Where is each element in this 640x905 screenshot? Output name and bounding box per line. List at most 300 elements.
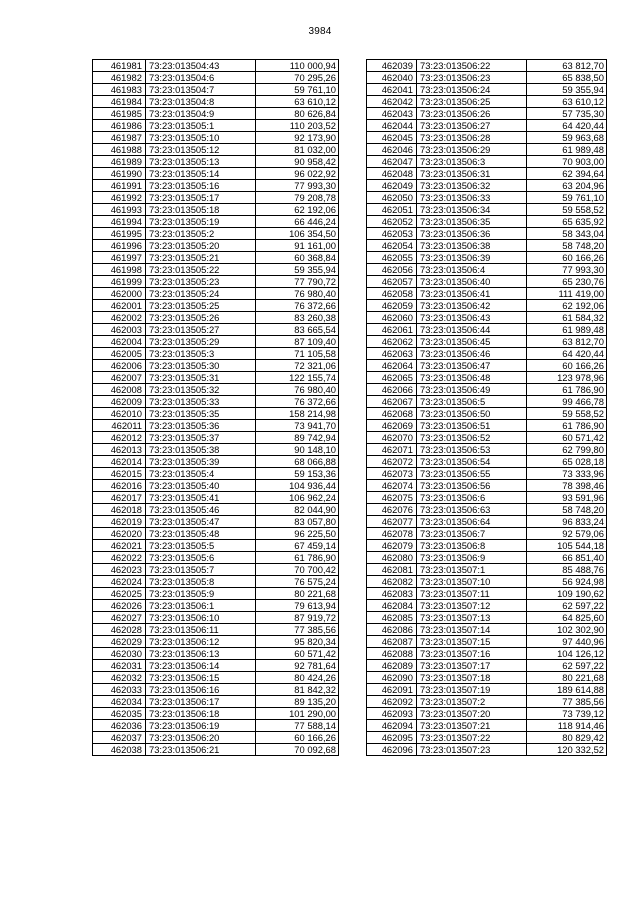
row-number-cell: 462014 xyxy=(93,456,146,468)
value-cell: 92 579,06 xyxy=(527,528,607,540)
value-cell: 80 829,42 xyxy=(527,732,607,744)
value-cell: 62 597,22 xyxy=(527,660,607,672)
value-cell: 72 321,06 xyxy=(256,360,339,372)
value-cell: 92 173,90 xyxy=(256,132,339,144)
value-cell: 83 260,38 xyxy=(256,312,339,324)
table-row xyxy=(93,240,339,252)
cadastral-number-cell: 73:23:013504:8 xyxy=(146,96,256,108)
row-number-cell: 462073 xyxy=(367,468,417,480)
table-row xyxy=(367,420,607,432)
table-row xyxy=(367,108,607,120)
table-row xyxy=(93,480,339,492)
row-number-cell: 461983 xyxy=(93,84,146,96)
table-row xyxy=(367,528,607,540)
row-number-cell: 461994 xyxy=(93,216,146,228)
value-cell: 89 135,20 xyxy=(256,696,339,708)
row-number-cell: 461995 xyxy=(93,228,146,240)
cadastral-number-cell: 73:23:013506:16 xyxy=(146,684,256,696)
value-cell: 62 799,80 xyxy=(527,444,607,456)
cadastral-number-cell: 73:23:013507:12 xyxy=(417,600,527,612)
cadastral-number-cell: 73:23:013506:53 xyxy=(417,444,527,456)
cadastral-number-cell: 73:23:013505:32 xyxy=(146,384,256,396)
row-number-cell: 462081 xyxy=(367,564,417,576)
value-cell: 59 153,36 xyxy=(256,468,339,480)
cadastral-number-cell: 73:23:013507:23 xyxy=(417,744,527,756)
row-number-cell: 462095 xyxy=(367,732,417,744)
value-cell: 90 958,42 xyxy=(256,156,339,168)
value-cell: 105 544,18 xyxy=(527,540,607,552)
table-row xyxy=(93,384,339,396)
table-row xyxy=(367,648,607,660)
cadastral-number-cell: 73:23:013505:14 xyxy=(146,168,256,180)
table-row xyxy=(93,348,339,360)
cadastral-number-cell: 73:23:013505:46 xyxy=(146,504,256,516)
row-number-cell: 462055 xyxy=(367,252,417,264)
table-row xyxy=(367,504,607,516)
row-number-cell: 462042 xyxy=(367,96,417,108)
cadastral-number-cell: 73:23:013507:21 xyxy=(417,720,527,732)
table-row xyxy=(367,264,607,276)
row-number-cell: 461999 xyxy=(93,276,146,288)
table-row xyxy=(367,336,607,348)
cadastral-number-cell: 73:23:013506:18 xyxy=(146,708,256,720)
cadastral-number-cell: 73:23:013505:16 xyxy=(146,180,256,192)
cadastral-number-cell: 73:23:013505:13 xyxy=(146,156,256,168)
value-cell: 111 419,00 xyxy=(527,288,607,300)
value-cell: 79 208,78 xyxy=(256,192,339,204)
row-number-cell: 462040 xyxy=(367,72,417,84)
table-row xyxy=(93,672,339,684)
cadastral-number-cell: 73:23:013506:1 xyxy=(146,600,256,612)
cadastral-number-cell: 73:23:013506:17 xyxy=(146,696,256,708)
table-row xyxy=(93,72,339,84)
value-cell: 80 221,68 xyxy=(256,588,339,600)
cadastral-number-cell: 73:23:013506:64 xyxy=(417,516,527,528)
table-row xyxy=(367,228,607,240)
cadastral-number-cell: 73:23:013505:2 xyxy=(146,228,256,240)
cadastral-number-cell: 73:23:013506:55 xyxy=(417,468,527,480)
row-number-cell: 462077 xyxy=(367,516,417,528)
row-number-cell: 462066 xyxy=(367,384,417,396)
value-cell: 99 466,78 xyxy=(527,396,607,408)
cadastral-number-cell: 73:23:013506:8 xyxy=(417,540,527,552)
row-number-cell: 462061 xyxy=(367,324,417,336)
cadastral-number-cell: 73:23:013506:45 xyxy=(417,336,527,348)
row-number-cell: 462036 xyxy=(93,720,146,732)
table-row xyxy=(93,720,339,732)
cadastral-number-cell: 73:23:013506:54 xyxy=(417,456,527,468)
table-row xyxy=(367,348,607,360)
cadastral-number-cell: 73:23:013504:7 xyxy=(146,84,256,96)
table-row xyxy=(93,420,339,432)
table-row xyxy=(93,360,339,372)
value-cell: 77 993,30 xyxy=(256,180,339,192)
table-row xyxy=(367,360,607,372)
cadastral-number-cell: 73:23:013505:25 xyxy=(146,300,256,312)
cadastral-number-cell: 73:23:013505:19 xyxy=(146,216,256,228)
value-cell: 92 781,64 xyxy=(256,660,339,672)
cadastral-number-cell: 73:23:013505:20 xyxy=(146,240,256,252)
row-number-cell: 462059 xyxy=(367,300,417,312)
row-number-cell: 462071 xyxy=(367,444,417,456)
value-cell: 104 126,12 xyxy=(527,648,607,660)
row-number-cell: 462080 xyxy=(367,552,417,564)
table-row xyxy=(367,588,607,600)
cadastral-number-cell: 73:23:013505:41 xyxy=(146,492,256,504)
table-row xyxy=(93,264,339,276)
row-number-cell: 461997 xyxy=(93,252,146,264)
value-cell: 71 105,58 xyxy=(256,348,339,360)
value-cell: 60 571,42 xyxy=(527,432,607,444)
cadastral-number-cell: 73:23:013506:21 xyxy=(146,744,256,756)
page-number: 3984 xyxy=(308,26,332,37)
value-cell: 77 385,56 xyxy=(256,624,339,636)
cadastral-number-cell: 73:23:013507:14 xyxy=(417,624,527,636)
cadastral-number-cell: 73:23:013505:40 xyxy=(146,480,256,492)
value-cell: 65 028,18 xyxy=(527,456,607,468)
cadastral-number-cell: 73:23:013505:37 xyxy=(146,432,256,444)
cadastral-number-cell: 73:23:013505:29 xyxy=(146,336,256,348)
cadastral-number-cell: 73:23:013506:52 xyxy=(417,432,527,444)
cadastral-number-cell: 73:23:013506:63 xyxy=(417,504,527,516)
table-row xyxy=(93,444,339,456)
table-row xyxy=(93,528,339,540)
row-number-cell: 462086 xyxy=(367,624,417,636)
row-number-cell: 462032 xyxy=(93,672,146,684)
cadastral-number-cell: 73:23:013507:11 xyxy=(417,588,527,600)
row-number-cell: 462003 xyxy=(93,324,146,336)
value-cell: 65 838,50 xyxy=(527,72,607,84)
cadastral-number-cell: 73:23:013505:8 xyxy=(146,576,256,588)
table-row xyxy=(367,312,607,324)
cadastral-number-cell: 73:23:013505:10 xyxy=(146,132,256,144)
table-row xyxy=(367,132,607,144)
value-cell: 60 166,26 xyxy=(527,360,607,372)
cadastral-number-cell: 73:23:013505:30 xyxy=(146,360,256,372)
row-number-cell: 462076 xyxy=(367,504,417,516)
value-cell: 123 978,96 xyxy=(527,372,607,384)
value-cell: 87 919,72 xyxy=(256,612,339,624)
value-cell: 73 333,96 xyxy=(527,468,607,480)
cadastral-number-cell: 73:23:013506:9 xyxy=(417,552,527,564)
row-number-cell: 462054 xyxy=(367,240,417,252)
registry-table-left xyxy=(92,59,339,756)
cadastral-number-cell: 73:23:013506:27 xyxy=(417,120,527,132)
table-row xyxy=(367,192,607,204)
row-number-cell: 462035 xyxy=(93,708,146,720)
value-cell: 106 962,24 xyxy=(256,492,339,504)
row-number-cell: 462057 xyxy=(367,276,417,288)
table-row xyxy=(367,60,607,72)
row-number-cell: 461987 xyxy=(93,132,146,144)
value-cell: 76 575,24 xyxy=(256,576,339,588)
cadastral-number-cell: 73:23:013507:15 xyxy=(417,636,527,648)
value-cell: 82 044,90 xyxy=(256,504,339,516)
table-row xyxy=(93,696,339,708)
row-number-cell: 462063 xyxy=(367,348,417,360)
cadastral-number-cell: 73:23:013507:20 xyxy=(417,708,527,720)
cadastral-number-cell: 73:23:013505:7 xyxy=(146,564,256,576)
value-cell: 60 368,84 xyxy=(256,252,339,264)
table-row xyxy=(93,540,339,552)
value-cell: 91 161,00 xyxy=(256,240,339,252)
table-row xyxy=(93,636,339,648)
table-row xyxy=(367,84,607,96)
row-number-cell: 462089 xyxy=(367,660,417,672)
row-number-cell: 462093 xyxy=(367,708,417,720)
table-row xyxy=(367,216,607,228)
table-row xyxy=(93,744,339,756)
table-row xyxy=(367,444,607,456)
cadastral-number-cell: 73:23:013505:35 xyxy=(146,408,256,420)
cadastral-number-cell: 73:23:013506:28 xyxy=(417,132,527,144)
value-cell: 59 963,68 xyxy=(527,132,607,144)
row-number-cell: 462056 xyxy=(367,264,417,276)
row-number-cell: 462023 xyxy=(93,564,146,576)
table-row xyxy=(93,600,339,612)
table-row xyxy=(93,216,339,228)
value-cell: 63 204,96 xyxy=(527,180,607,192)
cadastral-number-cell: 73:23:013505:48 xyxy=(146,528,256,540)
value-cell: 58 748,20 xyxy=(527,504,607,516)
row-number-cell: 462025 xyxy=(93,588,146,600)
table-row xyxy=(367,684,607,696)
row-number-cell: 461990 xyxy=(93,168,146,180)
row-number-cell: 461989 xyxy=(93,156,146,168)
row-number-cell: 461982 xyxy=(93,72,146,84)
table-row xyxy=(367,456,607,468)
table-row xyxy=(93,396,339,408)
value-cell: 57 735,30 xyxy=(527,108,607,120)
table-row xyxy=(367,516,607,528)
table-row xyxy=(93,312,339,324)
table-row xyxy=(93,468,339,480)
value-cell: 89 742,94 xyxy=(256,432,339,444)
value-cell: 61 786,90 xyxy=(527,420,607,432)
row-number-cell: 462085 xyxy=(367,612,417,624)
row-number-cell: 461992 xyxy=(93,192,146,204)
table-row xyxy=(367,384,607,396)
cadastral-number-cell: 73:23:013505:22 xyxy=(146,264,256,276)
table-row xyxy=(367,492,607,504)
value-cell: 60 166,26 xyxy=(256,732,339,744)
cadastral-number-cell: 73:23:013504:43 xyxy=(146,60,256,72)
table-row xyxy=(93,252,339,264)
cadastral-number-cell: 73:23:013506:50 xyxy=(417,408,527,420)
row-number-cell: 462092 xyxy=(367,696,417,708)
row-number-cell: 462007 xyxy=(93,372,146,384)
table-row xyxy=(367,180,607,192)
table-row xyxy=(367,696,607,708)
row-number-cell: 462048 xyxy=(367,168,417,180)
value-cell: 110 000,94 xyxy=(256,60,339,72)
value-cell: 70 903,00 xyxy=(527,156,607,168)
row-number-cell: 462050 xyxy=(367,192,417,204)
row-number-cell: 462008 xyxy=(93,384,146,396)
value-cell: 59 355,94 xyxy=(256,264,339,276)
value-cell: 122 155,74 xyxy=(256,372,339,384)
row-number-cell: 461985 xyxy=(93,108,146,120)
table-row xyxy=(367,96,607,108)
table-row xyxy=(367,624,607,636)
table-row xyxy=(93,288,339,300)
row-number-cell: 462010 xyxy=(93,408,146,420)
table-row xyxy=(93,324,339,336)
table-row xyxy=(93,372,339,384)
row-number-cell: 462016 xyxy=(93,480,146,492)
cadastral-number-cell: 73:23:013506:33 xyxy=(417,192,527,204)
table-row xyxy=(93,228,339,240)
table-row xyxy=(93,408,339,420)
cadastral-number-cell: 73:23:013506:15 xyxy=(146,672,256,684)
row-number-cell: 462043 xyxy=(367,108,417,120)
value-cell: 96 833,24 xyxy=(527,516,607,528)
cadastral-number-cell: 73:23:013506:6 xyxy=(417,492,527,504)
row-number-cell: 462091 xyxy=(367,684,417,696)
value-cell: 78 398,46 xyxy=(527,480,607,492)
value-cell: 60 571,42 xyxy=(256,648,339,660)
cadastral-number-cell: 73:23:013506:40 xyxy=(417,276,527,288)
cadastral-number-cell: 73:23:013505:6 xyxy=(146,552,256,564)
table-row xyxy=(367,672,607,684)
row-number-cell: 462094 xyxy=(367,720,417,732)
table-row xyxy=(93,276,339,288)
value-cell: 97 440,96 xyxy=(527,636,607,648)
table-row xyxy=(367,708,607,720)
table-row xyxy=(93,144,339,156)
cadastral-number-cell: 73:23:013506:23 xyxy=(417,72,527,84)
cadastral-number-cell: 73:23:013505:27 xyxy=(146,324,256,336)
row-number-cell: 462075 xyxy=(367,492,417,504)
table-row xyxy=(367,480,607,492)
row-number-cell: 462045 xyxy=(367,132,417,144)
cadastral-number-cell: 73:23:013506:32 xyxy=(417,180,527,192)
cadastral-number-cell: 73:23:013505:23 xyxy=(146,276,256,288)
table-row xyxy=(93,180,339,192)
table-row xyxy=(367,636,607,648)
table-row xyxy=(367,204,607,216)
cadastral-number-cell: 73:23:013507:16 xyxy=(417,648,527,660)
table-row xyxy=(367,396,607,408)
value-cell: 59 355,94 xyxy=(527,84,607,96)
row-number-cell: 462053 xyxy=(367,228,417,240)
value-cell: 77 588,14 xyxy=(256,720,339,732)
row-number-cell: 462087 xyxy=(367,636,417,648)
table-row xyxy=(93,60,339,72)
cadastral-number-cell: 73:23:013507:2 xyxy=(417,696,527,708)
value-cell: 63 610,12 xyxy=(527,96,607,108)
value-cell: 59 761,10 xyxy=(256,84,339,96)
row-number-cell: 461981 xyxy=(93,60,146,72)
row-number-cell: 462000 xyxy=(93,288,146,300)
value-cell: 65 230,76 xyxy=(527,276,607,288)
row-number-cell: 462044 xyxy=(367,120,417,132)
cadastral-number-cell: 73:23:013506:3 xyxy=(417,156,527,168)
cadastral-number-cell: 73:23:013505:39 xyxy=(146,456,256,468)
cadastral-number-cell: 73:23:013506:22 xyxy=(417,60,527,72)
cadastral-number-cell: 73:23:013506:5 xyxy=(417,396,527,408)
table-row xyxy=(93,552,339,564)
value-cell: 68 066,88 xyxy=(256,456,339,468)
cadastral-number-cell: 73:23:013505:17 xyxy=(146,192,256,204)
cadastral-number-cell: 73:23:013506:41 xyxy=(417,288,527,300)
row-number-cell: 462001 xyxy=(93,300,146,312)
value-cell: 62 192,06 xyxy=(527,300,607,312)
row-number-cell: 462038 xyxy=(93,744,146,756)
table-row xyxy=(367,612,607,624)
value-cell: 76 980,40 xyxy=(256,384,339,396)
row-number-cell: 462021 xyxy=(93,540,146,552)
value-cell: 158 214,98 xyxy=(256,408,339,420)
value-cell: 58 748,20 xyxy=(527,240,607,252)
row-number-cell: 462068 xyxy=(367,408,417,420)
value-cell: 83 057,80 xyxy=(256,516,339,528)
row-number-cell: 462015 xyxy=(93,468,146,480)
table-row xyxy=(93,336,339,348)
table-row xyxy=(93,300,339,312)
table-row xyxy=(367,324,607,336)
cadastral-number-cell: 73:23:013506:31 xyxy=(417,168,527,180)
value-cell: 64 420,44 xyxy=(527,348,607,360)
value-cell: 90 148,10 xyxy=(256,444,339,456)
row-number-cell: 462047 xyxy=(367,156,417,168)
value-cell: 73 739,12 xyxy=(527,708,607,720)
cadastral-number-cell: 73:23:013507:10 xyxy=(417,576,527,588)
row-number-cell: 462031 xyxy=(93,660,146,672)
cadastral-number-cell: 73:23:013504:6 xyxy=(146,72,256,84)
table-row xyxy=(93,684,339,696)
value-cell: 61 786,90 xyxy=(256,552,339,564)
row-number-cell: 462030 xyxy=(93,648,146,660)
table-row xyxy=(93,156,339,168)
value-cell: 83 665,54 xyxy=(256,324,339,336)
row-number-cell: 461993 xyxy=(93,204,146,216)
row-number-cell: 462069 xyxy=(367,420,417,432)
row-number-cell: 462049 xyxy=(367,180,417,192)
row-number-cell: 462083 xyxy=(367,588,417,600)
value-cell: 96 225,50 xyxy=(256,528,339,540)
row-number-cell: 462072 xyxy=(367,456,417,468)
cadastral-number-cell: 73:23:013506:51 xyxy=(417,420,527,432)
value-cell: 79 613,94 xyxy=(256,600,339,612)
table-row xyxy=(367,540,607,552)
row-number-cell: 462006 xyxy=(93,360,146,372)
value-cell: 66 446,24 xyxy=(256,216,339,228)
row-number-cell: 462020 xyxy=(93,528,146,540)
table-row xyxy=(93,192,339,204)
value-cell: 77 993,30 xyxy=(527,264,607,276)
cadastral-number-cell: 73:23:013506:46 xyxy=(417,348,527,360)
cadastral-number-cell: 73:23:013505:9 xyxy=(146,588,256,600)
row-number-cell: 462079 xyxy=(367,540,417,552)
row-number-cell: 462013 xyxy=(93,444,146,456)
value-cell: 65 635,92 xyxy=(527,216,607,228)
table-row xyxy=(93,576,339,588)
row-number-cell: 462004 xyxy=(93,336,146,348)
value-cell: 64 420,44 xyxy=(527,120,607,132)
cadastral-number-cell: 73:23:013506:43 xyxy=(417,312,527,324)
value-cell: 60 166,26 xyxy=(527,252,607,264)
table-row xyxy=(367,252,607,264)
row-number-cell: 462096 xyxy=(367,744,417,756)
row-number-cell: 462027 xyxy=(93,612,146,624)
cadastral-number-cell: 73:23:013506:10 xyxy=(146,612,256,624)
table-row xyxy=(93,84,339,96)
value-cell: 66 851,40 xyxy=(527,552,607,564)
row-number-cell: 462024 xyxy=(93,576,146,588)
row-number-cell: 462064 xyxy=(367,360,417,372)
table-row xyxy=(367,276,607,288)
